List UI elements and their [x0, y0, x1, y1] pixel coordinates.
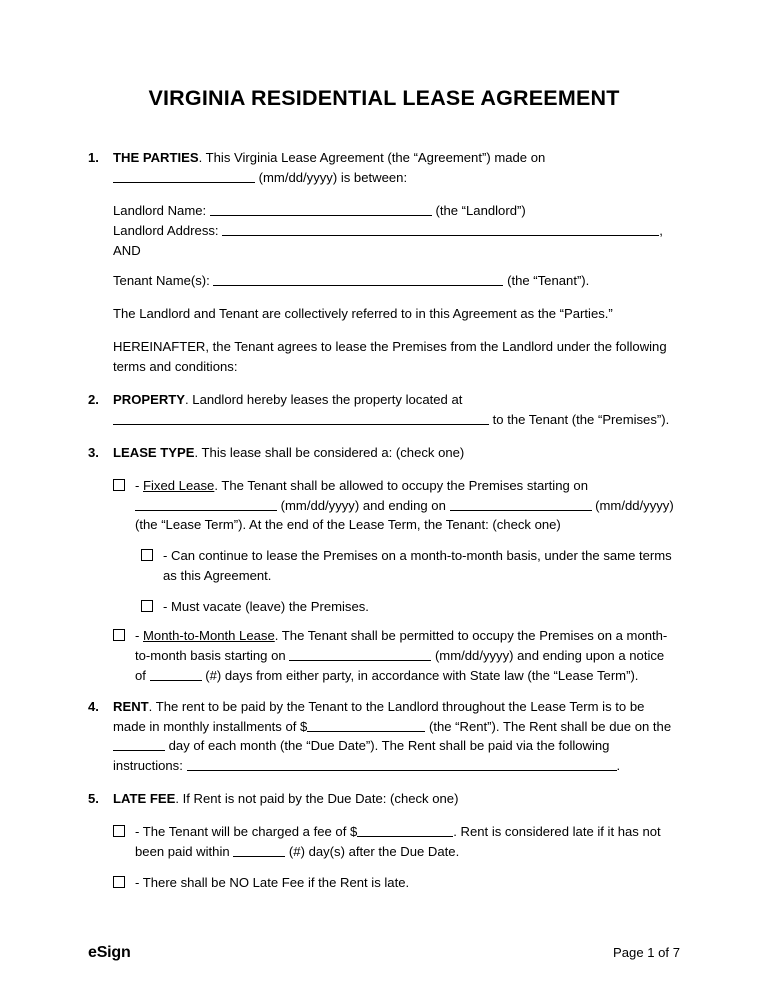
parties-intro-text: . This Virginia Lease Agreement (the “Agreement”) made on — [198, 150, 546, 165]
late-fee-amount-blank[interactable] — [357, 824, 453, 837]
rent-text — [113, 697, 676, 777]
landlord-name-blank[interactable] — [210, 203, 432, 216]
document-body — [88, 148, 676, 904]
vacate-text: - Must vacate (leave) the Premises. — [163, 599, 369, 615]
late-fee-text-1: - The Tenant will be charged a fee of $ — [135, 824, 358, 840]
rent-amount-blank[interactable] — [307, 719, 425, 732]
rent-text-3: day of each month (the “Due Date”). The Rent shall be paid via the following instructions: — [113, 738, 610, 774]
property-text-before: . Landlord hereby leases the property located at — [185, 392, 463, 408]
checkbox-row-month-to-month-lease[interactable] — [113, 626, 676, 686]
fixed-lease-dash: - — [135, 477, 143, 493]
month-to-month-text — [135, 626, 676, 686]
rent-due-day-blank[interactable] — [113, 738, 165, 751]
checkbox-vacate-icon[interactable] — [141, 600, 153, 612]
parties-date-suffix: (mm/dd/yyyy) is between: — [258, 169, 408, 185]
month-to-month-notice-days-blank[interactable] — [150, 668, 202, 681]
landlord-name-label: Landlord Name: — [113, 202, 207, 218]
checkbox-no-late-fee-icon[interactable] — [113, 876, 125, 888]
checkbox-month-to-month-icon[interactable] — [113, 629, 125, 641]
fixed-lease-text-3: (mm/dd/yyyy) — [595, 497, 674, 513]
section-number-5: 5. — [88, 791, 99, 807]
section-late-fee — [88, 789, 676, 809]
section-heading-lease-type: LEASE TYPE — [113, 444, 195, 460]
fixed-lease-label: Fixed Lease — [143, 477, 215, 493]
lease-type-instruction: . This lease shall be considered a: (check one) — [194, 444, 465, 460]
checkbox-continue-lease-icon[interactable] — [141, 549, 153, 561]
month-to-month-dash: - — [135, 628, 143, 644]
tenant-name-label: Tenant Name(s): — [113, 273, 210, 289]
landlord-address-suffix: , AND — [113, 222, 663, 258]
section-the-parties — [88, 148, 676, 188]
checkbox-row-late-fee-charged[interactable] — [113, 822, 676, 862]
parties-intro — [113, 148, 676, 188]
landlord-fields — [113, 201, 676, 261]
checkbox-row-no-late-fee[interactable] — [113, 873, 676, 893]
section-number-1: 1. — [88, 150, 99, 165]
section-number-4: 4. — [88, 698, 99, 714]
late-fee-text-2: . Rent is considered late if it has not been paid within — [135, 824, 661, 860]
section-rent — [88, 697, 676, 777]
fixed-lease-text-4: (the “Lease Term”). At the end of the Lease Term, the Tenant: (check one) — [135, 517, 561, 533]
lease-type-text — [113, 443, 676, 463]
section-number-3: 3. — [88, 444, 99, 460]
landlord-name-suffix: (the “Landlord”) — [435, 202, 526, 218]
section-heading-property: PROPERTY — [113, 392, 186, 408]
month-to-month-text-2: (mm/dd/yyyy) and ending upon a notice of — [135, 647, 665, 683]
section-heading-parties: THE PARTIES — [113, 150, 199, 165]
property-address-blank[interactable] — [113, 412, 489, 425]
section-heading-rent: RENT — [113, 698, 149, 714]
month-to-month-label: Month-to-Month Lease — [143, 628, 275, 644]
tenant-name-blank[interactable] — [213, 273, 503, 286]
section-number-2: 2. — [88, 392, 99, 408]
parties-collective-text: The Landlord and Tenant are collectively referred to in this Agreement as the “Parties.” — [113, 306, 613, 322]
rent-text-1: . The rent to be paid by the Tenant to the Landlord throughout the Lease Term is to be made in monthly installments of $ — [113, 698, 645, 734]
section-heading-late-fee: LATE FEE — [113, 791, 176, 807]
section-lease-type — [88, 443, 676, 463]
month-to-month-text-3: (#) days from either party, in accordance with State law (the “Lease Term”). — [205, 667, 639, 683]
fixed-lease-end-blank[interactable] — [450, 498, 592, 511]
section-property — [88, 390, 676, 430]
late-fee-charged-text — [135, 822, 676, 862]
rent-text-4: . — [616, 758, 621, 774]
property-text — [113, 390, 676, 430]
month-to-month-start-blank[interactable] — [289, 648, 431, 661]
landlord-address-blank[interactable] — [222, 223, 659, 236]
page-title: VIRGINIA RESIDENTIAL LEASE AGREEMENT — [148, 86, 620, 110]
late-fee-text-3: (#) day(s) after the Due Date. — [288, 844, 460, 860]
fixed-lease-text-1: . The Tenant shall be allowed to occupy the Premises starting on — [214, 477, 588, 493]
checkbox-row-continue-month-to-month[interactable] — [141, 546, 676, 586]
checkbox-row-fixed-lease[interactable] — [113, 476, 676, 536]
rent-text-2: (the “Rent”). The Rent shall be due on the — [428, 718, 672, 734]
esign-logo: eSign — [88, 944, 131, 961]
page-footer — [88, 944, 680, 962]
fixed-lease-start-blank[interactable] — [135, 498, 277, 511]
month-to-month-text-1: . The Tenant shall be permitted to occupy the Premises on a month-to-month basis starting on — [135, 628, 668, 663]
late-fee-instruction: . If Rent is not paid by the Due Date: (check one) — [175, 791, 459, 807]
tenant-name-suffix: (the “Tenant”). — [507, 273, 590, 289]
late-fee-days-blank[interactable] — [233, 844, 285, 857]
checkbox-late-fee-charged-icon[interactable] — [113, 825, 125, 837]
checkbox-row-vacate[interactable] — [141, 597, 676, 617]
fixed-lease-text-2: (mm/dd/yyyy) and ending on — [280, 497, 446, 513]
hereinafter-text: HEREINAFTER, the Tenant agrees to lease the Premises from the Landlord under the following terms and conditions: — [113, 339, 667, 375]
continue-lease-text: - Can continue to lease the Premises on a month-to-month basis, under the same terms as this Agreement. — [163, 548, 672, 584]
landlord-address-label: Landlord Address: — [113, 222, 219, 238]
late-fee-text — [113, 789, 676, 809]
tenant-fields — [113, 271, 676, 291]
page-number: Page 1 of 7 — [613, 945, 680, 960]
checkbox-fixed-lease-icon[interactable] — [113, 479, 125, 491]
agreement-date-blank[interactable] — [113, 170, 255, 183]
property-text-after: to the Tenant (the “Premises”). — [492, 411, 670, 427]
no-late-fee-text: - There shall be NO Late Fee if the Rent is late. — [135, 874, 410, 890]
fixed-lease-text — [135, 476, 676, 536]
rent-instructions-blank[interactable] — [187, 758, 617, 771]
